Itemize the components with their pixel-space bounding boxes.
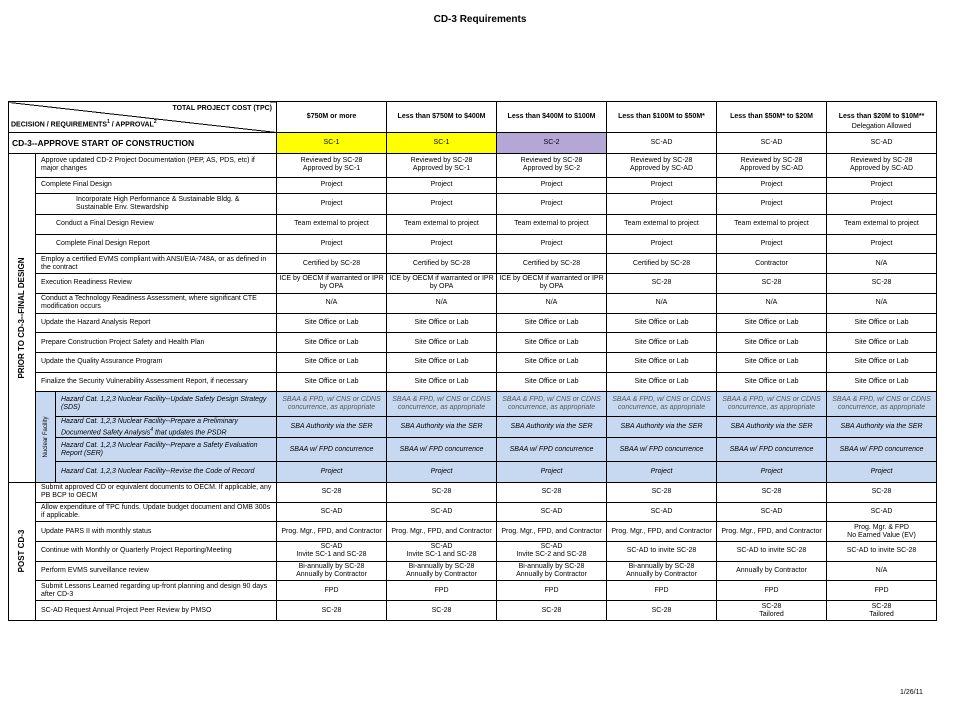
value-cell: FPD [497, 581, 607, 601]
value-cell: SC-28 Tailored [717, 601, 827, 621]
decision-label-a: DECISION / REQUIREMENTS [11, 121, 108, 129]
value-cell: Site Office or Lab [827, 333, 937, 353]
decision-label [11, 118, 157, 129]
value-cell: SC-AD Invite SC-2 and SC-28 [497, 542, 607, 562]
value-cell: Team external to project [827, 215, 937, 235]
value-cell: Site Office or Lab [827, 352, 937, 372]
value-cell: SC-28 [717, 274, 827, 294]
value-cell: Site Office or Lab [717, 352, 827, 372]
label-part: that updates the PSDR [153, 428, 227, 436]
value-cell: Team external to project [607, 215, 717, 235]
header-diagonal-cell [9, 102, 277, 133]
table-row [9, 372, 937, 392]
value-cell: Project [387, 234, 497, 254]
value-cell: Site Office or Lab [717, 372, 827, 392]
value-cell: Team external to project [387, 215, 497, 235]
value-cell: Project [387, 462, 497, 483]
value-cell: SBAA w/ FPD concurrence [277, 438, 387, 462]
value-cell: SC-28 [827, 482, 937, 502]
value-cell: SC-AD to invite SC-28 [607, 542, 717, 562]
value-cell: Prog. Mgr., FPD, and Contractor [497, 522, 607, 542]
column-label: $750M or more [306, 113, 357, 121]
requirement-label: Perform EVMS surveillance review [36, 561, 277, 581]
value-cell: Project [497, 177, 607, 194]
table-row [9, 177, 937, 194]
requirement-label: Prepare Construction Project Safety and Health Plan [36, 333, 277, 353]
delegation-note: Delegation Allowed [851, 123, 912, 131]
value-cell: Project [497, 194, 607, 215]
value-cell: SC-28 [607, 482, 717, 502]
value-cell: FPD [387, 581, 497, 601]
label-part: Hazard Cat. 1,2,3 Nuclear Facility--Prepare a Preliminary Documented Safety Analysis [61, 417, 239, 436]
value-cell: Reviewed by SC-28 Approved by SC-2 [497, 153, 607, 177]
requirement-label [56, 417, 277, 438]
value-cell: SC-28 [277, 601, 387, 621]
value-cell: Prog. Mgr., FPD, and Contractor [607, 522, 717, 542]
value-cell: SC-AD to invite SC-28 [717, 542, 827, 562]
value-cell: FPD [827, 581, 937, 601]
table-row [9, 234, 937, 254]
value-cell: SC-28 [607, 274, 717, 294]
value-cell: SC-28 [827, 274, 937, 294]
value-cell: SC-28 [497, 482, 607, 502]
value-cell: Site Office or Lab [277, 333, 387, 353]
value-cell: Reviewed by SC-28 Approved by SC-AD [717, 153, 827, 177]
value-cell: SBA Authority via the SER [277, 417, 387, 438]
value-cell: Reviewed by SC-28 Approved by SC-AD [827, 153, 937, 177]
requirement-label: Conduct a Final Design Review [36, 215, 277, 235]
value-cell: SBAA & FPD, w/ CNS or CDNS concurrence, as appropriate [277, 392, 387, 417]
column-label: Less than $50M* to $20M [730, 113, 813, 121]
value-cell: Team external to project [277, 215, 387, 235]
column-label: Less than $20M to $10M** [838, 113, 925, 121]
value-cell: SC-2 [497, 133, 607, 154]
requirements-table [8, 101, 937, 621]
value-cell: ICE by OECM if warranted or IPR by OPA [497, 274, 607, 294]
value-cell: SC-28 [497, 601, 607, 621]
value-cell: SC-1 [387, 133, 497, 154]
value-cell: SC-AD [827, 133, 937, 154]
value-cell: Site Office or Lab [827, 372, 937, 392]
value-cell: SC-28 [607, 601, 717, 621]
requirement-label: Continue with Monthly or Quarterly Project Reporting/Meeting [36, 542, 277, 562]
value-cell: SC-AD [277, 502, 387, 522]
value-cell: Site Office or Lab [827, 313, 937, 333]
table-row [9, 293, 937, 313]
requirement-label: Submit Lessons Learned regarding up-front planning and design 90 days after CD-3 [36, 581, 277, 601]
value-cell: Project [277, 462, 387, 483]
table-row [9, 581, 937, 601]
value-cell: Project [277, 194, 387, 215]
value-cell: Bi-annually by SC-28 Annually by Contractor [277, 561, 387, 581]
cost-column-header [607, 102, 717, 133]
value-cell: SC-AD Invite SC-1 and SC-28 [387, 542, 497, 562]
value-cell: Site Office or Lab [497, 352, 607, 372]
value-cell: Contractor [717, 254, 827, 274]
value-cell: N/A [827, 254, 937, 274]
nuclear-row [9, 392, 937, 417]
value-cell: N/A [717, 293, 827, 313]
value-cell: Project [717, 177, 827, 194]
value-cell: ICE by OECM if warranted or IPR by OPA [387, 274, 497, 294]
value-cell: N/A [277, 293, 387, 313]
value-cell: SBAA w/ FPD concurrence [387, 438, 497, 462]
value-cell: Bi-annually by SC-28 Annually by Contractor [387, 561, 497, 581]
value-cell: SC-28 [387, 482, 497, 502]
value-cell: Site Office or Lab [497, 313, 607, 333]
value-cell: Site Office or Lab [717, 333, 827, 353]
value-cell: Site Office or Lab [277, 352, 387, 372]
requirement-label: Hazard Cat. 1,2,3 Nuclear Facility--Revise the Code of Record [56, 462, 277, 483]
table-row [9, 153, 937, 177]
value-cell: SBA Authority via the SER [717, 417, 827, 438]
table-row [9, 333, 937, 353]
requirement-label: Complete Final Design [36, 177, 277, 194]
value-cell: Team external to project [717, 215, 827, 235]
table-row [9, 561, 937, 581]
value-cell: Certified by SC-28 [387, 254, 497, 274]
cost-column-header [717, 102, 827, 133]
value-cell: SBAA & FPD, w/ CNS or CDNS concurrence, as appropriate [497, 392, 607, 417]
value-cell: Bi-annually by SC-28 Annually by Contractor [607, 561, 717, 581]
value-cell: Project [607, 234, 717, 254]
value-cell: Prog. Mgr., FPD, and Contractor [277, 522, 387, 542]
nuclear-row [9, 462, 937, 483]
value-cell: Site Office or Lab [387, 372, 497, 392]
value-cell: SC-AD [827, 502, 937, 522]
requirement-label: Hazard Cat. 1,2,3 Nuclear Facility--Prepare a Safety Evaluation Report (SER) [56, 438, 277, 462]
approve-title: CD-3--APPROVE START OF CONSTRUCTION [9, 133, 277, 154]
value-cell: Project [827, 194, 937, 215]
value-cell: SBA Authority via the SER [387, 417, 497, 438]
value-cell: SBAA & FPD, w/ CNS or CDNS concurrence, as appropriate [717, 392, 827, 417]
value-cell: Bi-annually by SC-28 Annually by Contractor [497, 561, 607, 581]
value-cell: Project [827, 234, 937, 254]
value-cell: Site Office or Lab [387, 313, 497, 333]
value-cell: Reviewed by SC-28 Approved by SC-1 [277, 153, 387, 177]
value-cell: Project [827, 177, 937, 194]
cost-column-header [827, 102, 937, 133]
nuclear-row [9, 438, 937, 462]
section-label-prior [9, 153, 36, 482]
value-cell: SBA Authority via the SER [607, 417, 717, 438]
value-cell: SC-28 [387, 601, 497, 621]
value-cell: SC-AD [497, 502, 607, 522]
value-cell: Site Office or Lab [277, 313, 387, 333]
section-label-text: POST CD-3 [17, 530, 26, 573]
requirement-label: Allow expenditure of TPC funds. Update budget document and OMB 300s if applicable. [36, 502, 277, 522]
value-cell: SBAA & FPD, w/ CNS or CDNS concurrence, as appropriate [827, 392, 937, 417]
table-row [9, 482, 937, 502]
value-cell: Certified by SC-28 [607, 254, 717, 274]
value-cell: SC-28 [277, 482, 387, 502]
section-label-text: Nuclear Facility [42, 416, 49, 458]
approve-row [9, 133, 937, 154]
value-cell: Site Office or Lab [277, 372, 387, 392]
requirement-label: Update the Quality Assurance Program [36, 352, 277, 372]
value-cell: Team external to project [497, 215, 607, 235]
value-cell: Project [607, 177, 717, 194]
header-row [9, 102, 937, 133]
value-cell: Site Office or Lab [607, 372, 717, 392]
tpc-label: TOTAL PROJECT COST (TPC) [172, 105, 273, 112]
value-cell: SC-AD [607, 133, 717, 154]
value-cell: Project [277, 234, 387, 254]
page-title: CD-3 Requirements [433, 14, 527, 25]
value-cell: Site Office or Lab [717, 313, 827, 333]
requirement-label: Approve updated CD-2 Project Documentation (PEP, AS, PDS, etc) if major changes [36, 153, 277, 177]
requirement-label: Hazard Cat. 1,2,3 Nuclear Facility--Update Safety Design Strategy (SDS) [56, 392, 277, 417]
section-label-text: PRIOR TO CD-3--FINAL DESIGN [17, 257, 26, 379]
column-label: Less than $400M to $100M [507, 113, 596, 121]
table-row [9, 215, 937, 235]
section-label-nuclear [36, 392, 56, 483]
table-row [9, 352, 937, 372]
value-cell: SBAA w/ FPD concurrence [717, 438, 827, 462]
requirement-label: Submit approved CD or equivalent documents to OECM. If applicable, any PB BCP to OECM [36, 482, 277, 502]
value-cell: SBA Authority via the SER [497, 417, 607, 438]
footnote-marker: 2 [153, 118, 157, 125]
value-cell: SBAA w/ FPD concurrence [827, 438, 937, 462]
value-cell: ICE by OECM if warranted or IPR by OPA [277, 274, 387, 294]
value-cell: FPD [607, 581, 717, 601]
value-cell: SBAA w/ FPD concurrence [497, 438, 607, 462]
value-cell: FPD [717, 581, 827, 601]
value-cell: Site Office or Lab [497, 372, 607, 392]
value-cell: Project [827, 462, 937, 483]
cost-column-header [277, 102, 387, 133]
value-cell: N/A [827, 293, 937, 313]
table-row [9, 194, 937, 215]
value-cell: Project [607, 462, 717, 483]
table-row [9, 502, 937, 522]
value-cell: N/A [607, 293, 717, 313]
value-cell: Project [277, 177, 387, 194]
value-cell: N/A [827, 561, 937, 581]
column-label: Less than $750M to $400M [397, 113, 486, 121]
value-cell: SC-28 [717, 482, 827, 502]
value-cell: SC-AD [717, 133, 827, 154]
table-row [9, 313, 937, 333]
requirement-label: Employ a certified EVMS compliant with ANSI/EIA-748A, or as defined in the contract [36, 254, 277, 274]
value-cell: Project [717, 234, 827, 254]
value-cell: Project [387, 194, 497, 215]
cost-column-header [387, 102, 497, 133]
value-cell: SBAA & FPD, w/ CNS or CDNS concurrence, as appropriate [607, 392, 717, 417]
value-cell: Site Office or Lab [387, 352, 497, 372]
nuclear-row [9, 417, 937, 438]
value-cell: Project [497, 234, 607, 254]
value-cell: SBAA & FPD, w/ CNS or CDNS concurrence, as appropriate [387, 392, 497, 417]
value-cell: N/A [497, 293, 607, 313]
section-label-post [9, 482, 36, 620]
value-cell: Certified by SC-28 [497, 254, 607, 274]
value-cell: Site Office or Lab [497, 333, 607, 353]
table-row [9, 254, 937, 274]
value-cell: Site Office or Lab [607, 333, 717, 353]
requirement-label: SC-AD Request Annual Project Peer Review by PMSO [36, 601, 277, 621]
value-cell: SC-AD [387, 502, 497, 522]
value-cell: Reviewed by SC-28 Approved by SC-AD [607, 153, 717, 177]
requirement-label: Finalize the Security Vulnerability Assessment Report, if necessary [36, 372, 277, 392]
value-cell: FPD [277, 581, 387, 601]
value-cell: Project [607, 194, 717, 215]
value-cell: Reviewed by SC-28 Approved by SC-1 [387, 153, 497, 177]
requirement-label: Update the Hazard Analysis Report [36, 313, 277, 333]
requirement-label: Update PARS II with monthly status [36, 522, 277, 542]
value-cell: SC-28 Tailored [827, 601, 937, 621]
value-cell: Site Office or Lab [607, 313, 717, 333]
cost-column-header [497, 102, 607, 133]
value-cell: SC-AD Invite SC-1 and SC-28 [277, 542, 387, 562]
footnote-marker: 4 [150, 426, 154, 433]
value-cell: SC-AD [717, 502, 827, 522]
table-row [9, 522, 937, 542]
value-cell: Certified by SC-28 [277, 254, 387, 274]
value-cell: Project [717, 462, 827, 483]
requirement-label: Complete Final Design Report [36, 234, 277, 254]
column-label: Less than $100M to $50M* [618, 113, 705, 121]
value-cell: Project [717, 194, 827, 215]
table-row [9, 542, 937, 562]
value-cell: SBA Authority via the SER [827, 417, 937, 438]
value-cell: SBAA w/ FPD concurrence [607, 438, 717, 462]
value-cell: N/A [387, 293, 497, 313]
value-cell: SC-AD to invite SC-28 [827, 542, 937, 562]
requirement-label: Conduct a Technology Readiness Assessment, where significant CTE modification occurs [36, 293, 277, 313]
value-cell: Prog. Mgr., FPD, and Contractor [387, 522, 497, 542]
value-cell: Prog. Mgr. & FPD No Earned Value (EV) [827, 522, 937, 542]
value-cell: Project [387, 177, 497, 194]
value-cell: SC-AD [607, 502, 717, 522]
value-cell: SC-1 [277, 133, 387, 154]
value-cell: Site Office or Lab [387, 333, 497, 353]
footnote-marker: 1 [107, 118, 110, 125]
decision-label-b: / APPROVAL [109, 121, 154, 129]
value-cell: Project [497, 462, 607, 483]
table-row [9, 274, 937, 294]
value-cell: Prog. Mgr., FPD, and Contractor [717, 522, 827, 542]
table-row [9, 601, 937, 621]
requirement-label: Incorporate High Performance & Sustainable Bldg. & Sustainable Env. Stewardship [36, 194, 277, 215]
footer-date: 1/26/11 [900, 689, 923, 696]
requirement-label: Execution Readiness Review [36, 274, 277, 294]
value-cell: Annually by Contractor [717, 561, 827, 581]
value-cell: Site Office or Lab [607, 352, 717, 372]
